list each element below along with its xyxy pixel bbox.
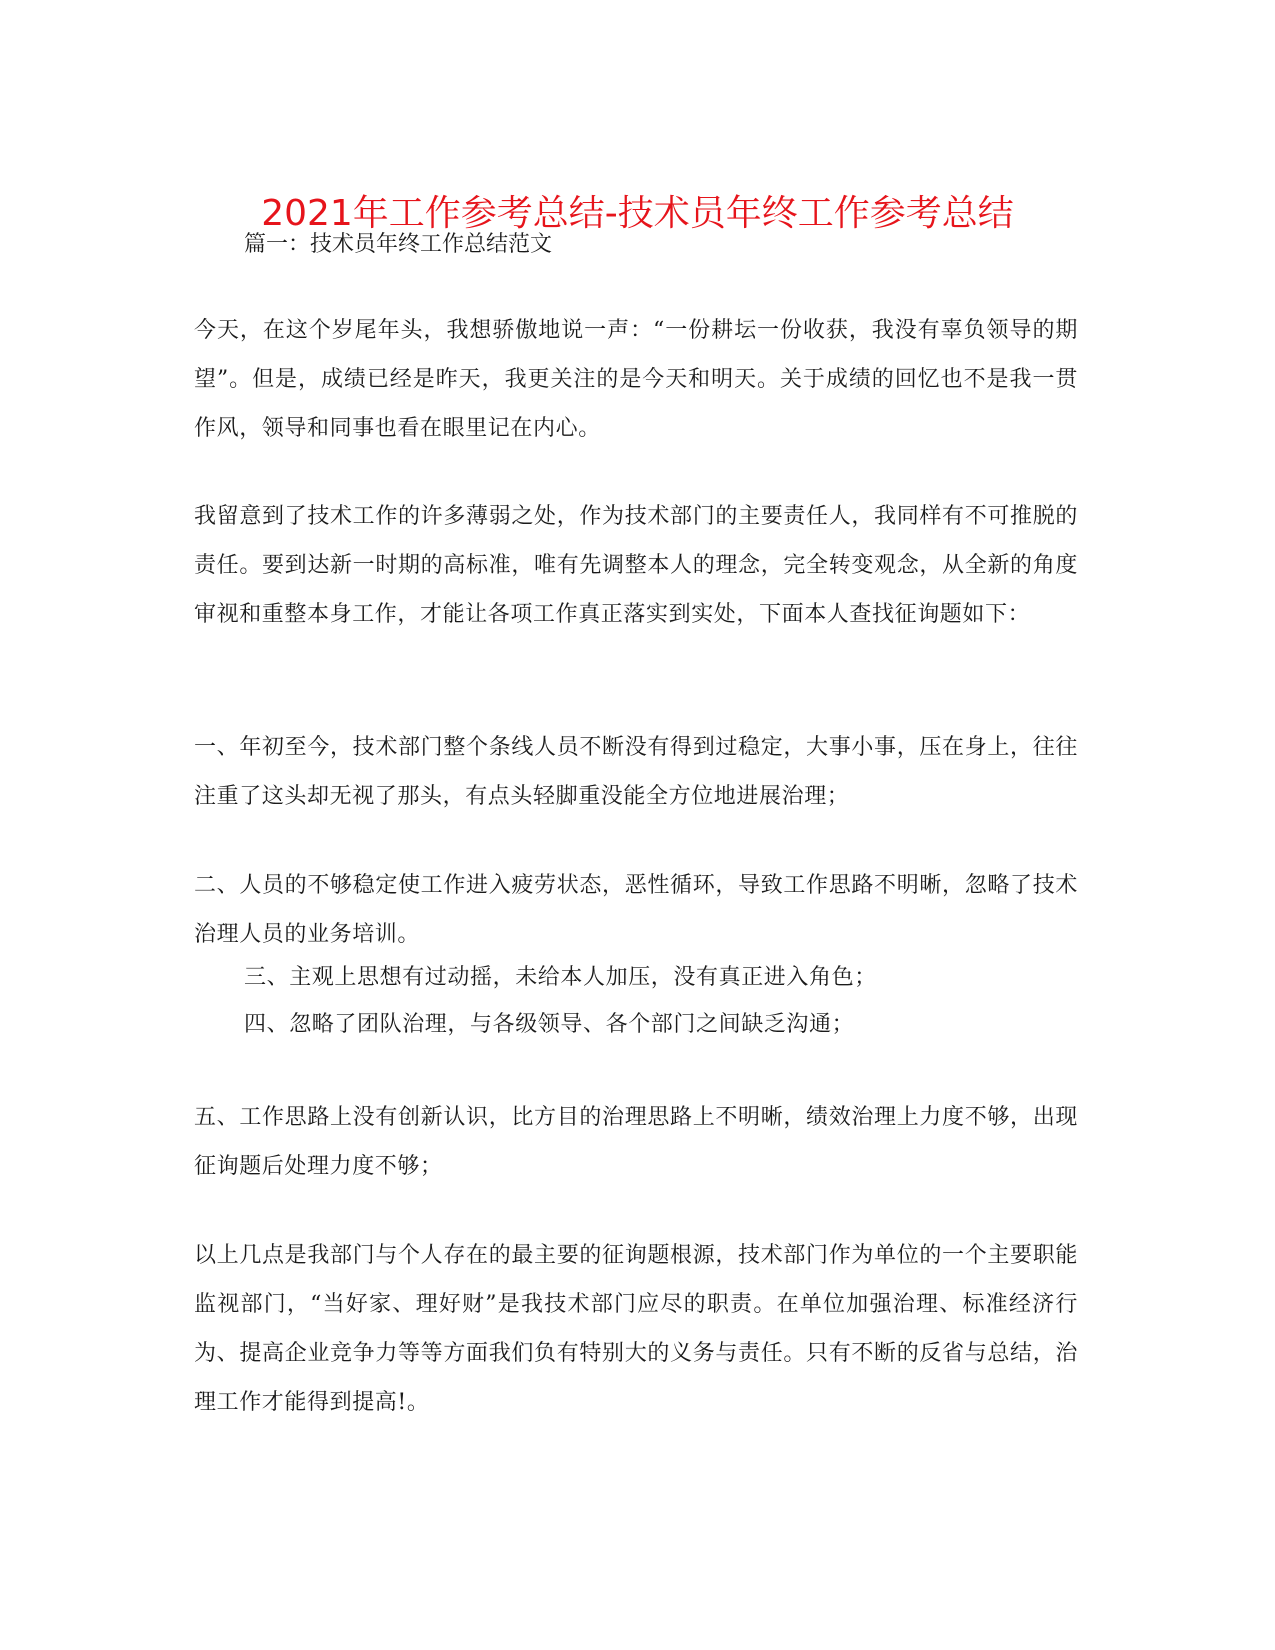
- paragraph-weakness: 我留意到了技术工作的许多薄弱之处，作为技术部门的主要责任人，我同样有不可推脱的责任。要到达新一时期的高标准，唯有先调整本人的理念，完全转变观念，从全新的角度审视和重整本身工作，才能让各项工作真正落实到实处，下面本人查找征询题如下：: [194, 504, 1078, 627]
- document-title: 2021年工作参考总结-技术员年终工作参考总结: [261, 193, 1014, 235]
- paragraph-issue-2: 二、人员的不够稳定使工作进入疲劳状态，恶性循环，导致工作思路不明晰，忽略了技术治理人员的业务培训。: [194, 873, 1078, 947]
- paragraph-intro: 今天，在这个岁尾年头，我想骄傲地说一声：“一份耕坛一份收获，我没有辜负领导的期望”。但是，成绩已经是昨天，我更关注的是今天和明天。关于成绩的回忆也不是我一贯作风，领导和同事也看在眼里记在内心。: [194, 318, 1078, 441]
- paragraph-conclusion: 以上几点是我部门与个人存在的最主要的征询题根源，技术部门作为单位的一个主要职能监视部门，“当好家、理好财”是我技术部门应尽的职责。在单位加强治理、标准经济行为、提高企业竞争力等等方面我们负有特别大的义务与责任。只有不断的反省与总结，治理工作才能得到提高!。: [194, 1243, 1078, 1415]
- paragraph-issue-5: 五、工作思路上没有创新认识，比方目的治理思路上不明晰，绩效治理上力度不够，出现征询题后处理力度不够；: [194, 1105, 1078, 1179]
- paragraph-issue-4: 四、忽略了团队治理，与各级领导、各个部门之间缺乏沟通；: [244, 1012, 855, 1037]
- document-subtitle: 篇一：技术员年终工作总结范文: [244, 232, 553, 257]
- paragraph-issue-3: 三、主观上思想有过动摇，未给本人加压，没有真正进入角色；: [244, 965, 877, 990]
- paragraph-issue-1: 一、年初至今，技术部门整个条线人员不断没有得到过稳定，大事小事，压在身上，往往注重了这头却无视了那头，有点头轻脚重没能全方位地进展治理；: [194, 735, 1078, 809]
